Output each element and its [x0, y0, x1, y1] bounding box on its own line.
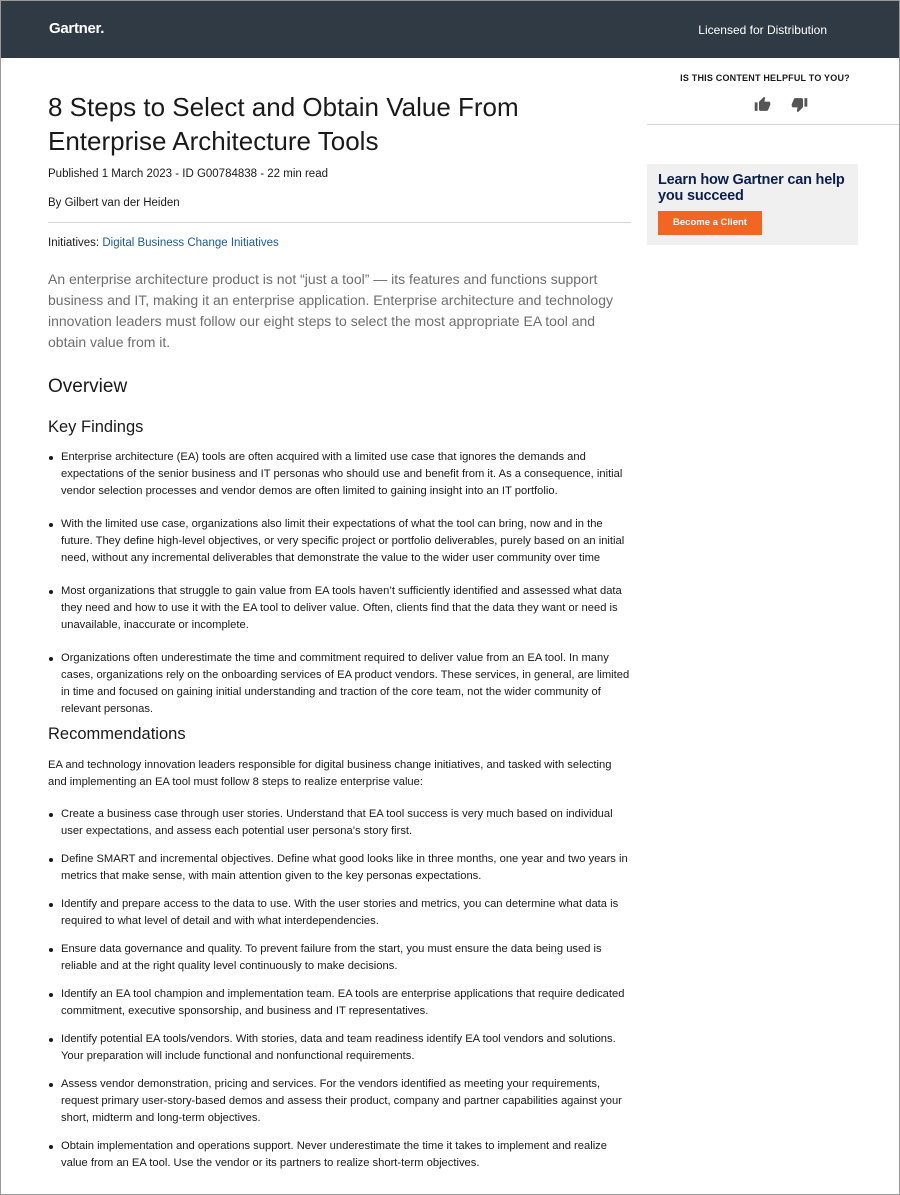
list-item: Organizations often underestimate the time and commitment required to deliver value from an EA tool. In many cases, organizations rely on the onboarding services of EA product vendors. These services, in general, are limited in time and focused on gaining initial understanding and traction of the core team, not the wider community of relevant personas.: [48, 650, 631, 718]
thumbs-up-icon[interactable]: [754, 96, 771, 113]
list-item: Define SMART and incremental objectives. Define what good looks like in three months, one year and two years in metrics that make sense, with main attention given to the key personas expectations.: [48, 851, 631, 885]
list-item: Obtain implementation and operations support. Never underestimate the time it takes to implement and realize value from an EA tool. Use the vendor or its partners to realize short-term objectives.: [48, 1138, 631, 1172]
list-item: Assess vendor demonstration, pricing and services. For the vendors identified as meeting your requirements, request primary user-story-based demos and assess their product, company and partner capabilities against your short, midterm and long-term objectives.: [48, 1076, 631, 1127]
divider: [48, 222, 631, 223]
list-item: Enterprise architecture (EA) tools are often acquired with a limited use case that ignores the demands and expectations of the senior business and IT personas who should use and benefit from it. As a consequence, initial vendor selection processes and vendor demos are often limited to gaining insight into an IT portfolio.: [48, 449, 631, 500]
key-findings-heading: Key Findings: [48, 418, 144, 436]
sidebar-divider: [647, 124, 899, 125]
list-item: Most organizations that struggle to gain value from EA tools haven’t sufficiently identified and assessed what data they need and how to use it with the EA tool to deliver value. Often, clients find that the data they want or need is unavailable, inaccurate or incomplete.: [48, 583, 631, 634]
initiatives-label: Initiatives:: [48, 237, 100, 249]
list-item: Identify and prepare access to the data to use. With the user stories and metrics, you can determine what data is required to what level of detail and with what interdependencies.: [48, 896, 631, 930]
initiatives-line: [48, 237, 279, 249]
list-item: With the limited use case, organizations also limit their expectations of what the tool can bring, now and in the future. They define high-level objectives, or very specific project or portfolio deliverables, purely based on an initial need, without any incremental deliverables that demonstrate the value to the wider user community over time: [48, 516, 631, 567]
key-findings-list: [48, 449, 631, 734]
helpful-question: IS THIS CONTENT HELPFUL TO YOU?: [680, 73, 850, 83]
list-item: Identify an EA tool champion and implementation team. EA tools are enterprise applications that require dedicated commitment, executive sponsorship, and business and IT representatives.: [48, 986, 631, 1020]
page-title: 8 Steps to Select and Obtain Value From Enterprise Architecture Tools: [48, 92, 519, 156]
recommendations-intro: EA and technology innovation leaders responsible for digital business change initiatives, and tasked with selecting and implementing an EA tool must follow 8 steps to realize enterprise value:: [48, 759, 612, 788]
become-client-button[interactable]: Become a Client: [658, 211, 762, 235]
promo-headline: Learn how Gartner can help you succeed: [658, 172, 845, 204]
author-byline: By Gilbert van der Heiden: [48, 197, 180, 209]
initiatives-link[interactable]: Digital Business Change Initiatives: [102, 237, 279, 249]
overview-heading: Overview: [48, 376, 128, 397]
list-item: Create a business case through user stories. Understand that EA tool success is very much based on individual user expectations, and assess each potential user persona’s story first.: [48, 806, 631, 840]
thumbs-down-icon[interactable]: [791, 96, 808, 113]
licensed-for-distribution: Licensed for Distribution: [698, 23, 827, 37]
recommendations-list: [48, 806, 631, 1183]
article-summary: An enterprise architecture product is not “just a tool” — its features and functions support business and IT, making it an enterprise application. Enterprise architecture and technology innovation leaders must follow our eight steps to select the most appropriate EA tool and obtain value from it.: [48, 271, 613, 350]
gartner-logo[interactable]: Gartner.: [49, 20, 105, 37]
published-info: Published 1 March 2023 - ID G00784838 - 22 min read: [48, 168, 328, 180]
top-bar: [1, 1, 899, 58]
feedback-buttons: [754, 96, 808, 113]
promo-card: [647, 164, 858, 245]
recommendations-heading: Recommendations: [48, 725, 186, 743]
list-item: Identify potential EA tools/vendors. With stories, data and team readiness identify EA tool vendors and solutions. Your preparation will include functional and nonfunctional requirements.: [48, 1031, 631, 1065]
list-item: Ensure data governance and quality. To prevent failure from the start, you must ensure the data being used is reliable and at the right quality level continuously to make decisions.: [48, 941, 631, 975]
